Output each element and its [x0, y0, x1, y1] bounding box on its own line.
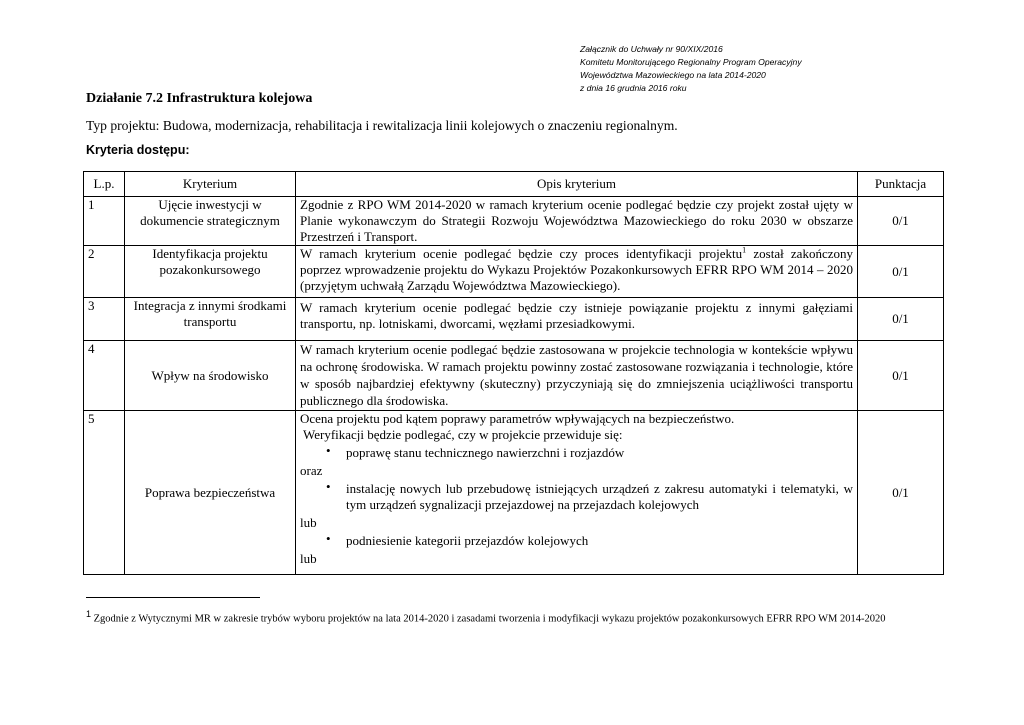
bullet-list	[300, 479, 853, 515]
header-description: Opis kryterium	[296, 172, 858, 197]
header-lp: L.p.	[84, 172, 125, 197]
row-description: Zgodnie z RPO WM 2014-2020 w ramach kryterium ocenie podlegać będzie czy projekt został ujęty w Planie wykonawczym do Strategii Rozwoju Województwa Mazowieckiego do roku 2030 w obszarze Przestrzeń i Transport.	[296, 197, 858, 246]
footnote	[86, 609, 886, 625]
bullet-list	[300, 531, 853, 551]
table-row	[84, 197, 944, 246]
bullet-text: poprawę stanu technicznego nawierzchni i rozjazdów	[346, 445, 625, 460]
project-type: Typ projektu: Budowa, modernizacja, rehabilitacja i rewitalizacja linii kolejowych o znaczeniu regionalnym.	[86, 118, 678, 133]
row-criterion: Integracja z innymi środkami transportu	[125, 298, 296, 341]
description-check: Weryfikacji będzie podlegać, czy w projekcie przewiduje się:	[303, 427, 623, 442]
row-lp: 2	[84, 246, 125, 298]
bullet-icon: •	[326, 479, 331, 494]
footnote-number: 1	[86, 609, 92, 619]
header-note-line: Komitetu Monitorującego Regionalny Program Operacyjny	[580, 57, 802, 67]
row-lp: 1	[84, 197, 125, 246]
conjunction: lub	[300, 515, 317, 530]
row-criterion: Ujęcie inwestycji w dokumencie strategicznym	[125, 197, 296, 246]
row-description	[296, 246, 858, 298]
criteria-heading: Kryteria dostępu:	[86, 143, 190, 157]
list-item	[326, 531, 853, 551]
table-row	[84, 298, 944, 341]
row-score: 0/1	[858, 246, 944, 298]
resolution-header-note	[580, 43, 802, 95]
header-score: Punktacja	[858, 172, 944, 197]
row-lp: 5	[84, 411, 125, 575]
criteria-table	[83, 171, 944, 575]
bullet-icon: •	[326, 531, 331, 546]
row-lp: 4	[84, 341, 125, 411]
conjunction: oraz	[300, 463, 323, 478]
footnote-ref: 1	[742, 245, 747, 255]
row-score: 0/1	[858, 197, 944, 246]
header-note-line: Województwa Mazowieckiego na lata 2014-2020	[580, 70, 766, 80]
list-item	[326, 479, 853, 515]
description-text: W ramach kryterium ocenie podlegać będzie czy proces identyfikacji projektu	[300, 246, 743, 261]
description-intro: Ocena projektu pod kątem poprawy parametrów wpływających na bezpieczeństwo.	[300, 411, 735, 426]
row-lp: 3	[84, 298, 125, 341]
conjunction: lub	[300, 551, 317, 566]
row-description	[296, 411, 858, 575]
footnote-text: Zgodnie z Wytycznymi MR w zakresie trybów wyboru projektów na lata 2014-2020 i zasadami tworzenia i modyfikacji wykazu projektów pozakonkursowych EFRR RPO WM 2014-2020	[91, 613, 886, 625]
bullet-list	[300, 443, 853, 463]
table-row	[84, 411, 944, 575]
list-item	[326, 443, 853, 463]
header-note-line: z dnia 16 grudnia 2016 roku	[580, 83, 687, 93]
bullet-text: instalację nowych lub przebudowę istniejących urządzeń z zakresu automatyki i telematyki, w tym urządzeń sygnalizacji przejazdowej na przejazdach kolejowych	[346, 481, 853, 512]
table-header-row	[84, 172, 944, 197]
row-description: W ramach kryterium ocenie podlegać będzie zastosowana w projekcie technologia w kontekście wpływu na ochronę środowiska. W ramach projektu powinny zostać zastosowane rozwiązania i technologie, które w sposób najbardziej efektywny (skuteczny) przyczyniają się do zmniejszenia uciążliwości transportu publicznego dla środowiska.	[296, 341, 858, 411]
header-note-line: Załącznik do Uchwały nr 90/XIX/2016	[580, 44, 723, 54]
row-score: 0/1	[858, 298, 944, 341]
table-row	[84, 246, 944, 298]
action-title: Działanie 7.2 Infrastruktura kolejowa	[86, 91, 313, 106]
table-row	[84, 341, 944, 411]
footnote-separator	[86, 597, 260, 598]
bullet-text: podniesienie kategorii przejazdów kolejowych	[346, 533, 589, 548]
bullet-icon: •	[326, 443, 331, 458]
row-score: 0/1	[858, 341, 944, 411]
description-text: został zakończony poprzez wprowadzenie projektu do Wykazu Projektów Pozakonkursowych EFRR RPO WM 2014 – 2020 (przyjętym uchwałą Zarządu Województwa Mazowieckiego).	[300, 246, 853, 293]
row-criterion: Identyfikacja projektu pozakonkursowego	[125, 246, 296, 298]
row-description: W ramach kryterium ocenie podlegać będzie czy istnieje powiązanie projektu z innymi gałęziami transportu, np. lotniskami, dworcami, węzłami przesiadkowymi.	[296, 298, 858, 341]
header-criterion: Kryterium	[125, 172, 296, 197]
row-criterion: Poprawa bezpieczeństwa	[125, 411, 296, 575]
row-criterion: Wpływ na środowisko	[125, 341, 296, 411]
row-score: 0/1	[858, 411, 944, 575]
